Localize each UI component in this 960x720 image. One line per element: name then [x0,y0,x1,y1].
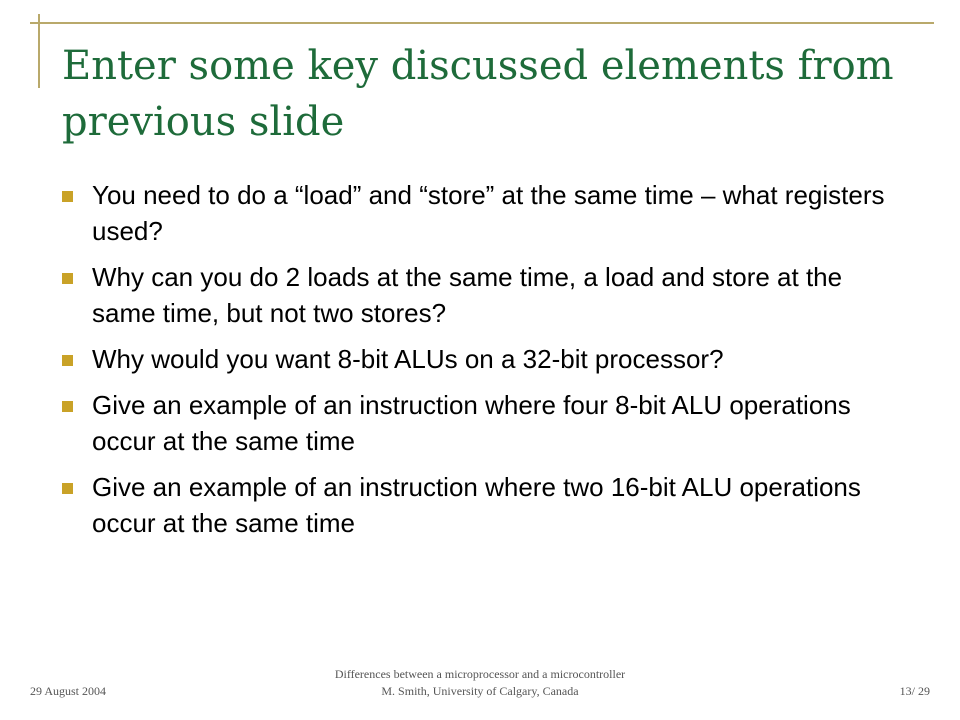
bullet-item [62,259,912,331]
bullet-text: Give an example of an instruction where two 16-bit ALU operations occur at the same time [92,472,861,538]
square-bullet-icon [62,273,73,284]
bullet-item [62,341,912,377]
footer-title-line2: M. Smith, University of Calgary, Canada [381,684,579,698]
square-bullet-icon [62,191,73,202]
bullet-text: Give an example of an instruction where four 8-bit ALU operations occur at the same time [92,390,851,456]
bullet-item [62,469,912,541]
square-bullet-icon [62,355,73,366]
square-bullet-icon [62,401,73,412]
footer-title [230,666,730,700]
decorative-top-rule [30,22,934,24]
bullet-item [62,177,912,249]
bullet-list [62,177,912,551]
footer-date: 29 August 2004 [30,684,107,698]
slide-title: Enter some key discussed elements from previous slide [62,43,894,145]
footer-title-line1: Differences between a microprocessor and a microcontroller [334,667,626,681]
footer-page-number: 13/ 29 [899,684,930,698]
square-bullet-icon [62,483,73,494]
bullet-item [62,387,912,459]
decorative-left-rule [38,14,40,88]
bullet-text: Why would you want 8-bit ALUs on a 32-bit processor? [92,344,724,374]
bullet-text: You need to do a “load” and “store” at the same time – what registers used? [92,180,885,246]
bullet-text: Why can you do 2 loads at the same time, a load and store at the same time, but not two stores? [92,262,843,328]
